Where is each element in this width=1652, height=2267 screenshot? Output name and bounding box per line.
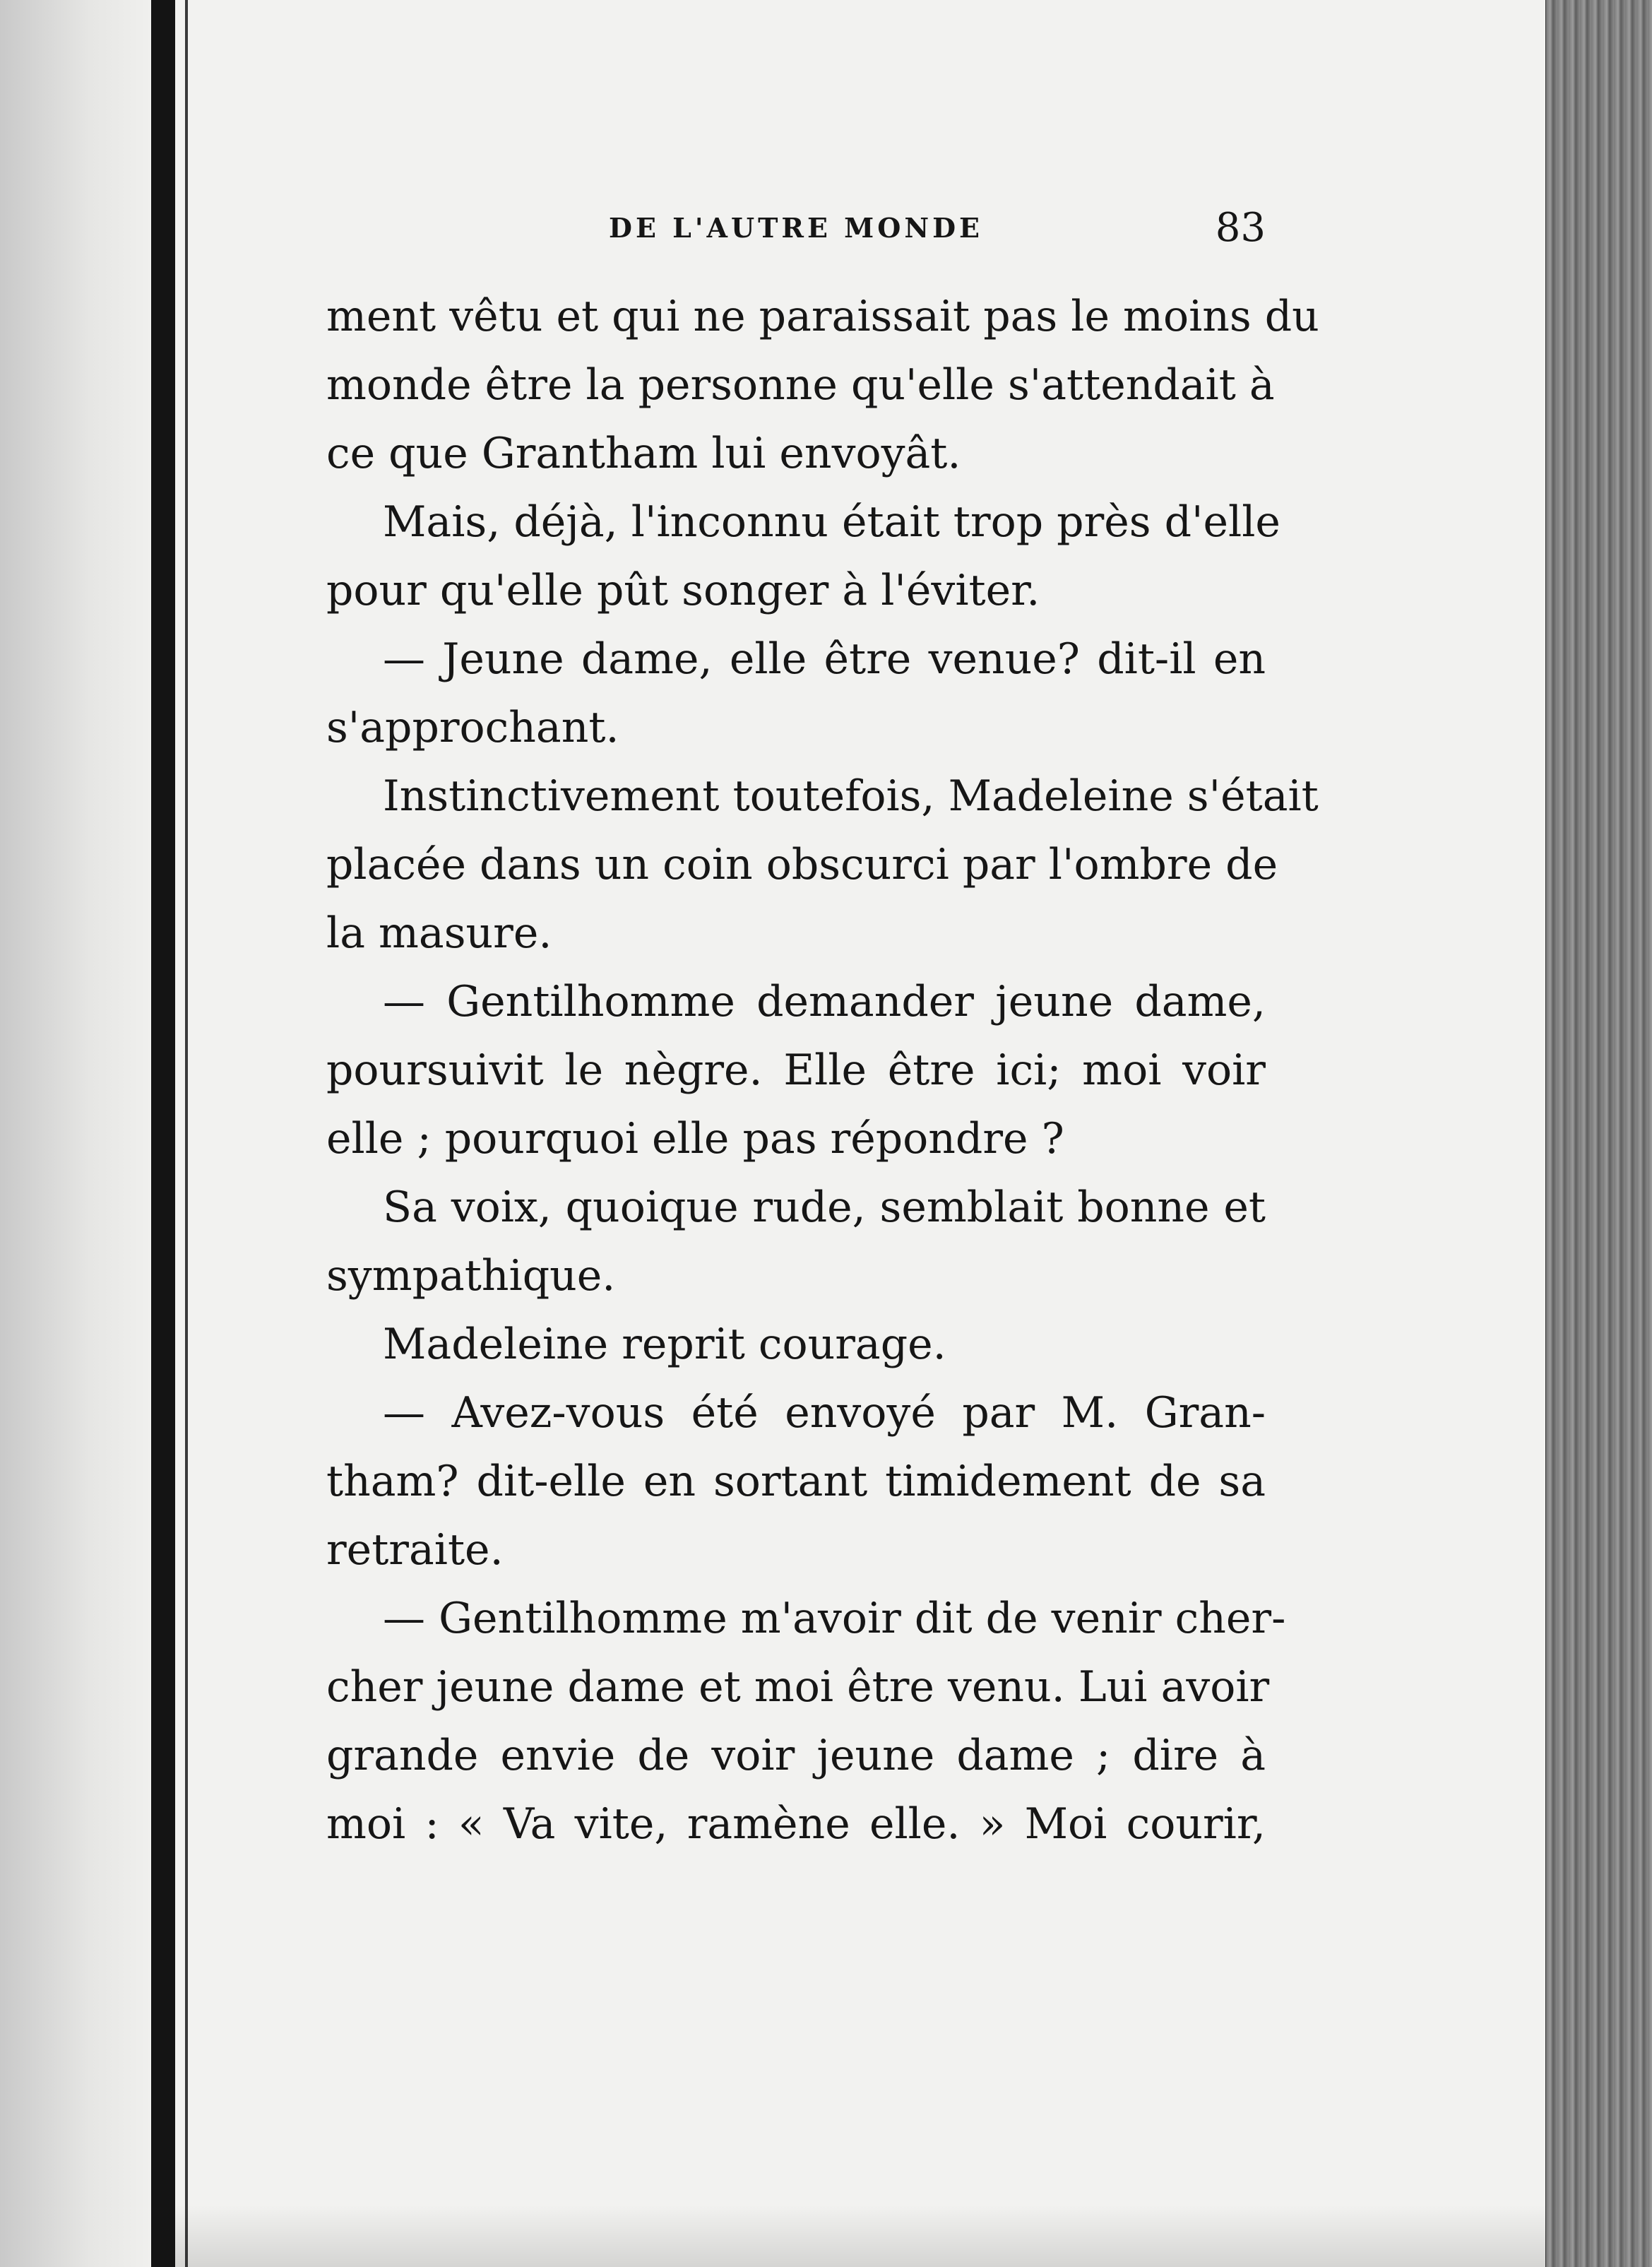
- text-line: retraite.: [326, 1525, 504, 1575]
- text-line: poursuivit le nègre. Elle être ici; moi voir: [326, 1046, 1266, 1095]
- text-line: pour qu'elle pût songer à l'éviter.: [326, 566, 1040, 615]
- running-title: DE L'AUTRE MONDE: [609, 212, 983, 244]
- text-line: s'approchant.: [326, 703, 619, 752]
- text-line: — Avez-vous été envoyé par M. Gran-: [383, 1388, 1266, 1438]
- gutter-shadow: [0, 0, 164, 2267]
- text-line: elle ; pourquoi elle pas répondre ?: [326, 1114, 1064, 1164]
- text-line: placée dans un coin obscurci par l'ombre de: [326, 840, 1278, 889]
- body-text: [326, 283, 1319, 1859]
- binding-edge: [151, 0, 175, 2267]
- text-line: grande envie de voir jeune dame ; dire à: [326, 1731, 1266, 1780]
- text-line: — Gentilhomme m'avoir dit de venir cher-: [383, 1594, 1286, 1643]
- page-number: 83: [1215, 205, 1266, 251]
- text-line: ce que Grantham lui envoyât.: [326, 429, 961, 478]
- running-head: [326, 205, 1266, 261]
- text-line: Sa voix, quoique rude, semblait bonne et: [383, 1183, 1266, 1232]
- text-line: Madeleine reprit courage.: [383, 1320, 946, 1369]
- text-line: sympathique.: [326, 1251, 616, 1301]
- text-line: — Gentilhomme demander jeune dame,: [383, 977, 1266, 1026]
- text-line: ment vêtu et qui ne paraissait pas le moins du: [326, 292, 1319, 341]
- page-stack-edge: [1546, 0, 1652, 2267]
- text-line: cher jeune dame et moi être venu. Lui avoir: [326, 1662, 1270, 1712]
- text-line: moi : « Va vite, ramène elle. » Moi courir,: [326, 1799, 1266, 1849]
- text-line: Instinctivement toutefois, Madeleine s'était: [383, 771, 1319, 821]
- text-line: monde être la personne qu'elle s'attendait à: [326, 360, 1275, 410]
- text-line: la masure.: [326, 908, 552, 958]
- text-line: tham? dit-elle en sortant timidement de sa: [326, 1457, 1266, 1506]
- text-line: — Jeune dame, elle être venue? dit-il en: [383, 634, 1266, 684]
- bottom-shade: [175, 2204, 1545, 2267]
- text-line: Mais, déjà, l'inconnu était trop près d'elle: [383, 497, 1280, 547]
- binding-edge-thin: [185, 0, 188, 2267]
